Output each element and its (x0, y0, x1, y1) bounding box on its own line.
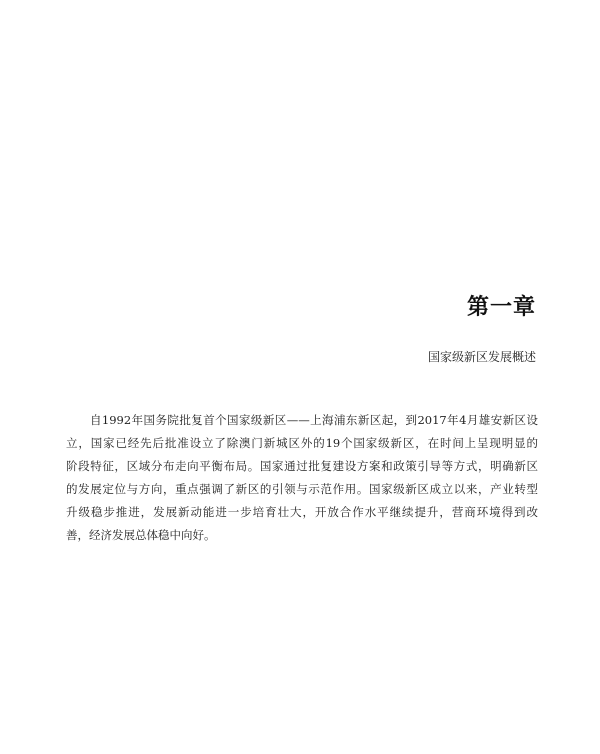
paragraph-line: 立，国家已经先后批准设立了除澳门新城区外的19个国家级新区，在时间上呈现明显的 (66, 436, 538, 450)
paragraph-line: 阶段特征，区域分布走向平衡布局。国家通过批复建设方案和政策引导等方式，明确新区 (66, 459, 538, 473)
body-paragraph (66, 409, 538, 547)
paragraph-line: 善，经济发展总体稳中向好。 (66, 528, 216, 542)
chapter-subtitle: 国家级新区发展概述 (427, 350, 536, 364)
paragraph-line: 升级稳步推进，发展新动能进一步培育壮大，开放合作水平继续提升，营商环境得到改 (66, 505, 538, 519)
chapter-title: 第一章 (466, 295, 536, 320)
paragraph-line: 自1992年国务院批复首个国家级新区——上海浦东新区起，到2017年4月雄安新区设 (90, 413, 538, 427)
paragraph-line: 的发展定位与方向，重点强调了新区的引领与示范作用。国家级新区成立以来，产业转型 (66, 482, 538, 496)
